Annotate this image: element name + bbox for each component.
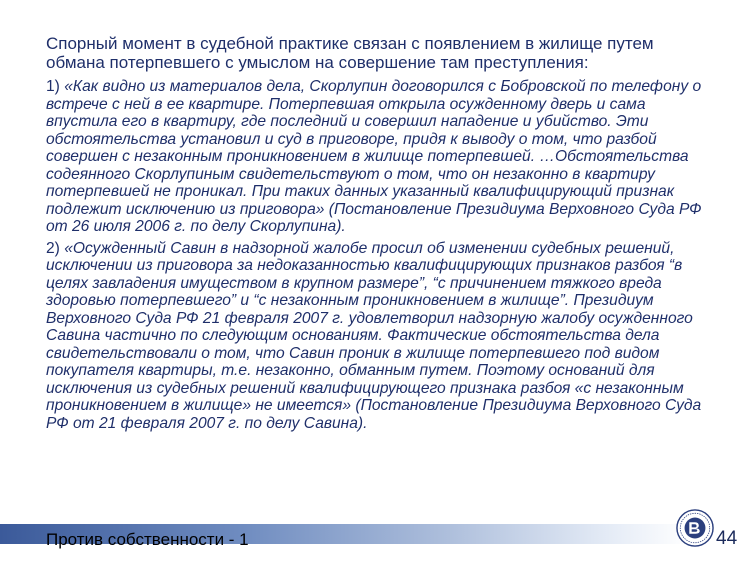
intro-text: Спорный момент в судебной практике связан с появлением в жилище путем обмана потерпевшего с умыслом на совершение там преступления: <box>46 34 654 72</box>
slide-content <box>46 34 710 436</box>
page-number: 44 <box>716 528 738 549</box>
paragraph-1-number: 1) <box>46 78 60 95</box>
paragraph-2-number: 2) <box>46 239 60 257</box>
paragraph-1 <box>46 78 710 236</box>
footer-title: Против собственности - 1 <box>46 530 249 549</box>
paragraph-1-text: «Как видно из материалов дела, Скорлупин договорился с Бобровской по телефону о встрече с ней в ее квартире. Потерпевшая открыла осужденному дверь и сама впустила его в квартиру, где последний и совершил нападение и убийство. Эти обстоятельства установил и суд в приговоре, придя к выводу о том, что разбой совершен с незаконным проникновением в жилище потерпевшей. …Обстоятельства содеянного Скорлупиным свидетельствуют о том, что он незаконно в квартиру потерпевшей не проникал. При таких данных указанный квалифицирующий признак подлежит исключению из приговора» (Постановление Президиума Верховного Суда РФ от 26 июля 2006 г. по делу Скорлупина). <box>46 78 702 235</box>
paragraph-2 <box>46 240 710 433</box>
university-logo-icon <box>676 509 714 547</box>
paragraph-2-text: «Осужденный Савин в надзорной жалобе просил об изменении судебных решений, исключении из приговора за недоказанностью квалифицирующих признаков разбоя “в целях завладения имуществом в крупном размере”, “с причинением тяжкого вреда здоровью потерпевшего” и “с незаконным проникновением в жилище”. Президиум Верховного Суда РФ 21 февраля 2007 г. удовлетворил надзорную жалобу осужденного Савина частично по следующим основаниям. Фактические обстоятельства дела свидетельствовали о том, что Савин проник в жилище потерпевшего под видом покупателя квартиры, т.е. незаконно, обманным путем. Поэтому оснований для исключения из судебных решений квалифицирующего признака разбоя «с незаконным проникновением в жилище» не имеется» (Постановление Президиума Верховного Суда РФ от 21 февраля 2007 г. по делу Савина). <box>46 239 702 432</box>
